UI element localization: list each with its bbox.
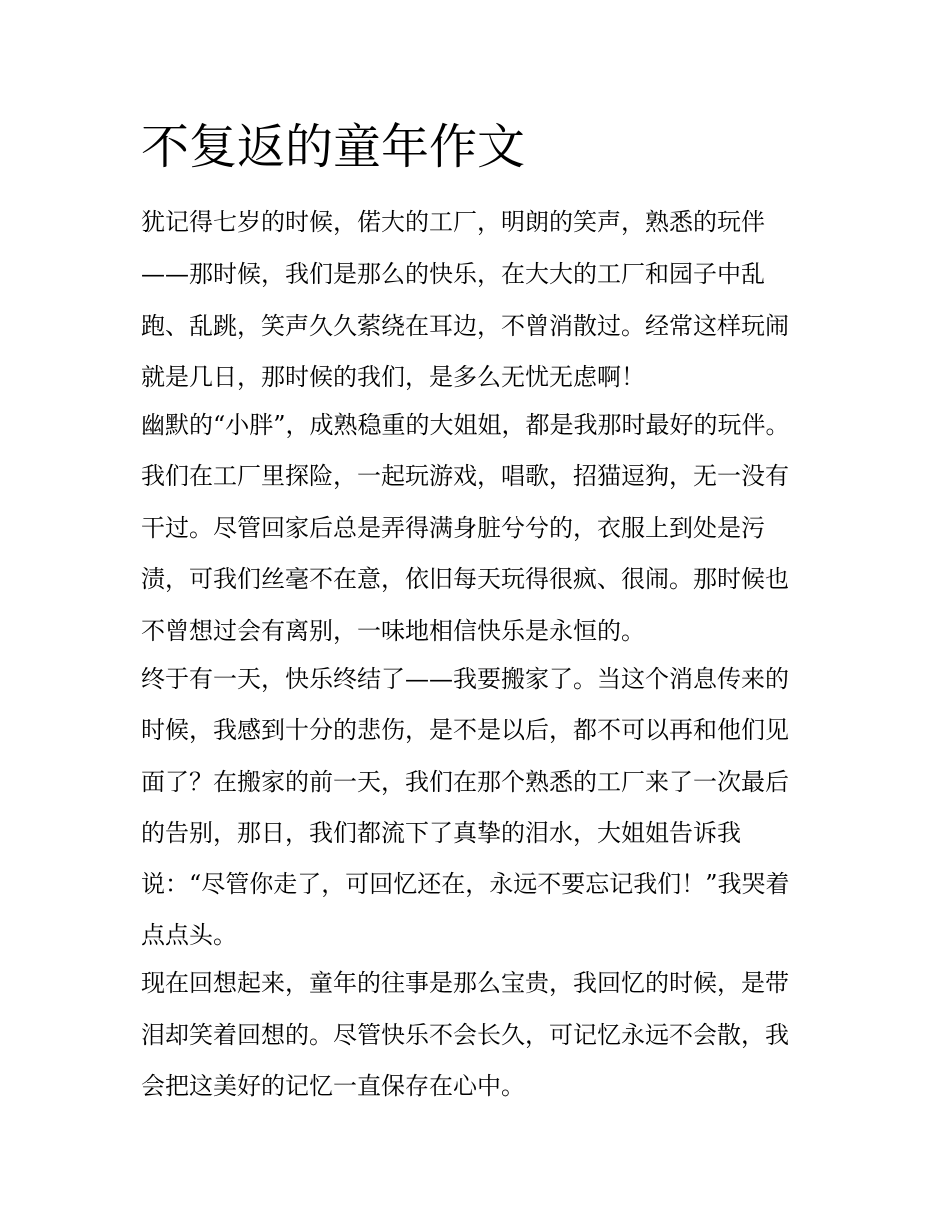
text-line: 犹记得七岁的时候，偌大的工厂，明朗的笑声，熟悉的玩伴	[141, 208, 765, 236]
text-line: 面了？在搬家的前一天，我们在那个熟悉的工厂来了一次最后	[141, 768, 789, 796]
text-line: 会把这美好的记忆一直保存在心中。	[141, 1072, 525, 1100]
text-line: 终于有一天，快乐终结了——我要搬家了。当这个消息传来的	[141, 665, 789, 693]
text-line: 干过。尽管回家后总是弄得满身脏兮兮的，衣服上到处是污	[141, 514, 765, 542]
text-line: 跑、乱跳，笑声久久萦绕在耳边，不曾消散过。经常这样玩闹	[141, 312, 789, 340]
text-line: 点点头。	[141, 921, 237, 949]
text-line: 时候，我感到十分的悲伤，是不是以后，都不可以再和他们见	[141, 716, 789, 744]
text-line: ——那时候，我们是那么的快乐，在大大的工厂和园子中乱	[141, 260, 765, 288]
text-line: 就是几日，那时候的我们，是多么无忧无虑啊！	[141, 363, 645, 391]
text-line: 现在回想起来，童年的往事是那么宝贵，我回忆的时候，是带	[141, 969, 789, 997]
text-line: 不曾想过会有离别，一味地相信快乐是永恒的。	[141, 617, 645, 645]
text-line: 的告别，那日，我们都流下了真挚的泪水，大姐姐告诉我	[141, 819, 741, 847]
text-line: 泪却笑着回想的。尽管快乐不会长久，可记忆永远不会散，我	[141, 1021, 789, 1049]
text-line: 幽默的“小胖”，成熟稳重的大姐姐，都是我那时最好的玩伴。	[141, 411, 790, 439]
document-title: 不复返的童年作文	[141, 119, 526, 175]
text-line: 我们在工厂里探险，一起玩游戏，唱歌，招猫逗狗，无一没有	[141, 462, 789, 490]
text-line: 说：“尽管你走了，可回忆还在，永远不要忘记我们！”我哭着	[141, 870, 790, 898]
text-line: 渍，可我们丝毫不在意，依旧每天玩得很疯、很闹。那时候也	[141, 565, 789, 593]
